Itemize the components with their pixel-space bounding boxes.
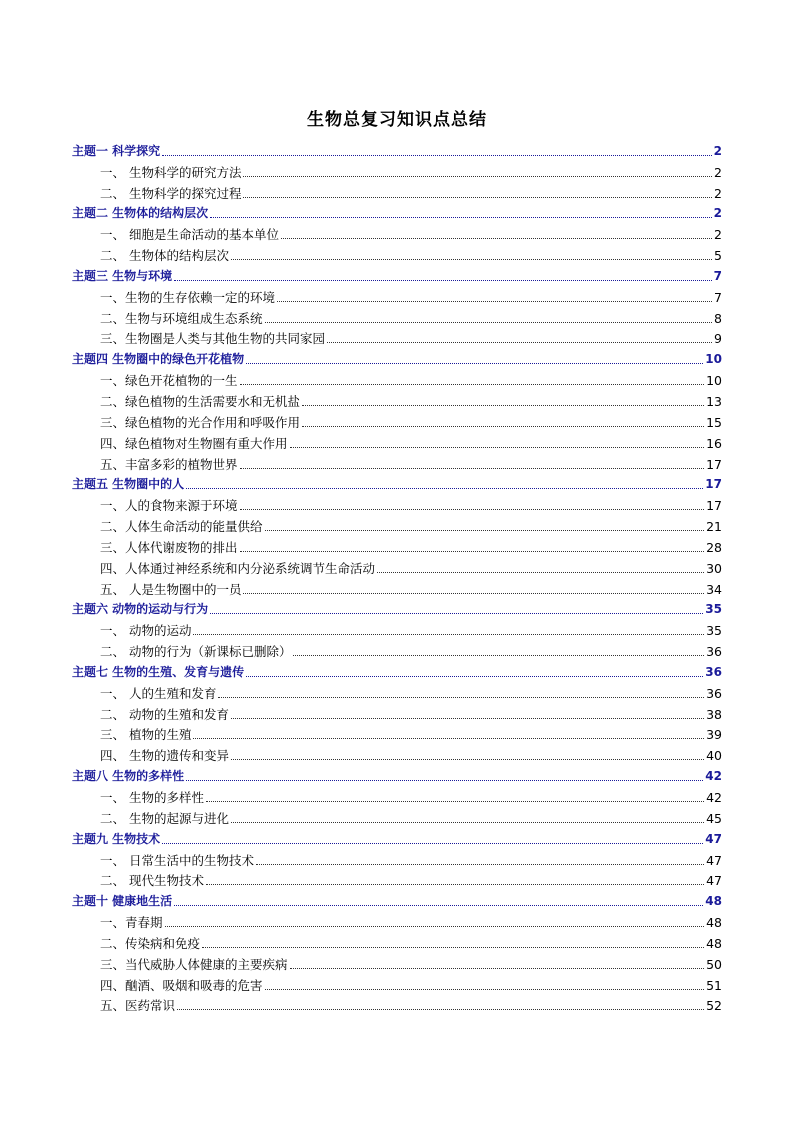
toc-entry-label: 四、人体通过神经系统和内分泌系统调节生命活动 — [100, 560, 376, 576]
toc-page-number: 48 — [706, 935, 722, 951]
toc-section-entry[interactable] — [72, 367, 722, 388]
toc-page-number: 16 — [706, 435, 722, 451]
toc-section-entry[interactable] — [72, 430, 722, 451]
toc-dot-leader — [302, 426, 704, 427]
toc-entry-label: 二、 生物的起源与进化 — [100, 810, 229, 826]
toc-entry-label: 三、生物圈是人类与其他生物的共同家园 — [100, 331, 326, 347]
toc-section-entry[interactable] — [72, 492, 722, 513]
toc-page-number: 5 — [714, 248, 722, 264]
toc-dot-leader — [240, 509, 705, 510]
toc-dot-leader — [293, 655, 704, 656]
toc-entry-label: 二、 动物的行为（新课标已删除） — [100, 644, 292, 660]
toc-entry-label: 四、 生物的遗传和变异 — [100, 748, 229, 764]
toc-section-entry[interactable] — [72, 930, 722, 951]
toc-page-number: 35 — [706, 623, 722, 639]
toc-page-number: 2 — [713, 206, 722, 221]
toc-section-entry[interactable] — [72, 680, 722, 701]
toc-page-number: 7 — [714, 289, 722, 305]
toc-chapter-entry[interactable] — [72, 263, 722, 284]
toc-dot-leader — [231, 759, 704, 760]
toc-section-entry[interactable] — [72, 180, 722, 201]
toc-page-number: 2 — [713, 143, 722, 158]
toc-chapter-entry[interactable] — [72, 826, 722, 847]
toc-entry-label: 主题六 动物的运动与行为 — [72, 602, 209, 617]
toc-section-entry[interactable] — [72, 742, 722, 763]
toc-section-entry[interactable] — [72, 868, 722, 889]
toc-entry-label: 二、绿色植物的生活需要水和无机盐 — [100, 393, 301, 409]
toc-entry-label: 主题八 生物的多样性 — [72, 769, 185, 784]
toc-page-number: 10 — [705, 352, 722, 367]
toc-section-entry[interactable] — [72, 409, 722, 430]
toc-page-number: 48 — [706, 915, 722, 931]
toc-section-entry[interactable] — [72, 242, 722, 263]
toc-section-entry[interactable] — [72, 993, 722, 1014]
toc-chapter-entry[interactable] — [72, 346, 722, 367]
toc-dot-leader — [165, 926, 705, 927]
toc-entry-label: 五、医药常识 — [100, 998, 176, 1014]
toc-entry-label: 一、 生物的多样性 — [100, 790, 204, 805]
toc-dot-leader — [290, 968, 705, 969]
toc-dot-leader — [240, 384, 705, 385]
toc-entry-label: 二、 生物体的结构层次 — [100, 248, 229, 264]
toc-page-number: 51 — [706, 977, 722, 993]
toc-section-entry[interactable] — [72, 576, 722, 597]
toc-page-number: 15 — [706, 414, 722, 430]
toc-chapter-entry[interactable] — [72, 597, 722, 618]
toc-page-number: 36 — [706, 685, 722, 701]
toc-entry-label: 三、 植物的生殖 — [100, 727, 192, 743]
toc-page-number: 50 — [706, 956, 722, 972]
toc-chapter-entry[interactable] — [72, 763, 722, 784]
toc-dot-leader — [302, 405, 704, 406]
toc-dot-leader — [265, 989, 705, 990]
toc-entry-label: 四、绿色植物对生物圈有重大作用 — [100, 435, 288, 451]
toc-entry-label: 二、人体生命活动的能量供给 — [100, 519, 263, 535]
toc-dot-leader — [265, 322, 713, 323]
toc-dot-leader — [246, 363, 703, 364]
toc-dot-leader — [377, 572, 704, 573]
toc-page-number: 52 — [706, 998, 722, 1014]
toc-page-number: 47 — [706, 852, 722, 868]
toc-chapter-entry[interactable] — [72, 138, 722, 159]
toc-entry-label: 一、人的食物来源于环境 — [100, 498, 238, 514]
toc-entry-label: 主题四 生物圈中的绿色开花植物 — [72, 352, 245, 367]
toc-section-entry[interactable] — [72, 221, 722, 242]
toc-section-entry[interactable] — [72, 305, 722, 326]
toc-section-entry[interactable] — [72, 326, 722, 347]
toc-dot-leader — [162, 843, 703, 844]
toc-chapter-entry[interactable] — [72, 201, 722, 222]
toc-page-number: 36 — [705, 664, 722, 679]
toc-dot-leader — [202, 947, 704, 948]
toc-page-number: 48 — [705, 894, 722, 909]
toc-section-entry[interactable] — [72, 638, 722, 659]
toc-section-entry[interactable] — [72, 972, 722, 993]
toc-dot-leader — [210, 217, 711, 218]
toc-dot-leader — [174, 280, 711, 281]
toc-page-number: 17 — [706, 498, 722, 514]
toc-dot-leader — [186, 780, 703, 781]
toc-page-number: 45 — [706, 810, 722, 826]
toc-page-number: 7 — [713, 268, 722, 283]
toc-page-number: 17 — [705, 477, 722, 492]
toc-entry-label: 主题九 生物技术 — [72, 831, 161, 846]
toc-page-number: 36 — [706, 644, 722, 660]
toc-section-entry[interactable] — [72, 805, 722, 826]
toc-page-number: 13 — [706, 393, 722, 409]
toc-dot-leader — [231, 822, 704, 823]
toc-dot-leader — [186, 488, 703, 489]
toc-dot-leader — [206, 801, 704, 802]
toc-section-entry[interactable] — [72, 784, 722, 805]
toc-entry-label: 一、绿色开花植物的一生 — [100, 373, 238, 389]
toc-section-entry[interactable] — [72, 722, 722, 743]
toc-entry-label: 一、 日常生活中的生物技术 — [100, 852, 254, 868]
toc-page-number: 40 — [706, 748, 722, 764]
toc-entry-label: 一、 生物科学的研究方法 — [100, 164, 242, 180]
toc-page-number: 10 — [706, 373, 722, 389]
toc-dot-leader — [240, 468, 705, 469]
toc-dot-leader — [193, 738, 704, 739]
toc-section-entry[interactable] — [72, 534, 722, 555]
toc-page-number: 30 — [706, 560, 722, 576]
toc-page-number: 42 — [706, 790, 722, 805]
toc-dot-leader — [277, 301, 712, 302]
toc-entry-label: 二、生物与环境组成生态系统 — [100, 310, 263, 326]
toc-entry-label: 主题三 生物与环境 — [72, 268, 173, 283]
toc-dot-leader — [327, 342, 712, 343]
toc-entry-label: 一、 动物的运动 — [100, 623, 192, 639]
toc-dot-leader — [290, 447, 705, 448]
toc-dot-leader — [231, 718, 704, 719]
toc-dot-leader — [243, 593, 704, 594]
toc-dot-leader — [206, 884, 704, 885]
toc-section-entry[interactable] — [72, 451, 722, 472]
toc-section-entry[interactable] — [72, 701, 722, 722]
toc-dot-leader — [256, 864, 704, 865]
toc-entry-label: 一、青春期 — [100, 915, 163, 931]
toc-section-entry[interactable] — [72, 388, 722, 409]
toc-dot-leader — [265, 530, 705, 531]
toc-section-entry[interactable] — [72, 159, 722, 180]
toc-page-number: 2 — [714, 227, 722, 243]
toc-entry-label: 三、绿色植物的光合作用和呼吸作用 — [100, 414, 301, 430]
toc-section-entry[interactable] — [72, 617, 722, 638]
toc-dot-leader — [193, 634, 704, 635]
toc-entry-label: 二、 现代生物技术 — [100, 873, 204, 889]
toc-chapter-entry[interactable] — [72, 888, 722, 909]
toc-dot-leader — [162, 155, 711, 156]
toc-section-entry[interactable] — [72, 909, 722, 930]
toc-entry-label: 主题十 健康地生活 — [72, 894, 173, 909]
toc-page-number: 2 — [714, 164, 722, 180]
toc-page-number: 28 — [706, 539, 722, 555]
toc-dot-leader — [174, 905, 703, 906]
toc-entry-label: 主题五 生物圈中的人 — [72, 477, 185, 492]
toc-entry-label: 主题二 生物体的结构层次 — [72, 206, 209, 221]
toc-page-number: 34 — [706, 581, 722, 597]
toc-entry-label: 一、生物的生存依赖一定的环境 — [100, 289, 276, 305]
document-title: 生物总复习知识点总结 — [307, 110, 487, 130]
toc-entry-label: 一、 细胞是生命活动的基本单位 — [100, 227, 279, 243]
toc-chapter-entry[interactable] — [72, 472, 722, 493]
toc-section-entry[interactable] — [72, 513, 722, 534]
toc-page-number: 8 — [714, 310, 722, 326]
toc-dot-leader — [231, 259, 712, 260]
toc-page-number: 35 — [705, 602, 722, 617]
toc-entry-label: 主题七 生物的生殖、发育与遗传 — [72, 664, 245, 679]
table-of-contents — [72, 138, 722, 1013]
toc-chapter-entry[interactable] — [72, 659, 722, 680]
toc-page-number: 9 — [714, 331, 722, 347]
toc-section-entry[interactable] — [72, 284, 722, 305]
toc-section-entry[interactable] — [72, 951, 722, 972]
toc-page-number: 38 — [706, 706, 722, 722]
toc-page-number: 47 — [706, 873, 722, 889]
toc-dot-leader — [210, 613, 703, 614]
toc-entry-label: 三、当代威胁人体健康的主要疾病 — [100, 956, 288, 972]
toc-entry-label: 一、 人的生殖和发育 — [100, 685, 217, 701]
toc-section-entry[interactable] — [72, 847, 722, 868]
toc-page-number: 47 — [705, 831, 722, 846]
toc-page-number: 21 — [706, 519, 722, 535]
toc-dot-leader — [218, 697, 704, 698]
toc-entry-label: 五、 人是生物圈中的一员 — [100, 581, 242, 597]
toc-entry-label: 五、丰富多彩的植物世界 — [100, 456, 238, 472]
toc-entry-label: 四、酗酒、吸烟和吸毒的危害 — [100, 977, 263, 993]
toc-entry-label: 主题一 科学探究 — [72, 143, 161, 158]
toc-dot-leader — [281, 238, 712, 239]
toc-dot-leader — [240, 551, 705, 552]
toc-dot-leader — [177, 1009, 704, 1010]
toc-entry-label: 二、 生物科学的探究过程 — [100, 185, 242, 201]
toc-dot-leader — [243, 176, 712, 177]
toc-section-entry[interactable] — [72, 555, 722, 576]
toc-page-number: 17 — [706, 456, 722, 472]
toc-entry-label: 二、传染病和免疫 — [100, 935, 201, 951]
toc-dot-leader — [243, 197, 712, 198]
toc-entry-label: 二、 动物的生殖和发育 — [100, 706, 229, 722]
toc-page-number: 39 — [706, 727, 722, 743]
toc-entry-label: 三、人体代谢废物的排出 — [100, 539, 238, 555]
toc-dot-leader — [246, 676, 703, 677]
toc-page-number: 2 — [714, 185, 722, 201]
toc-page-number: 42 — [705, 769, 722, 784]
